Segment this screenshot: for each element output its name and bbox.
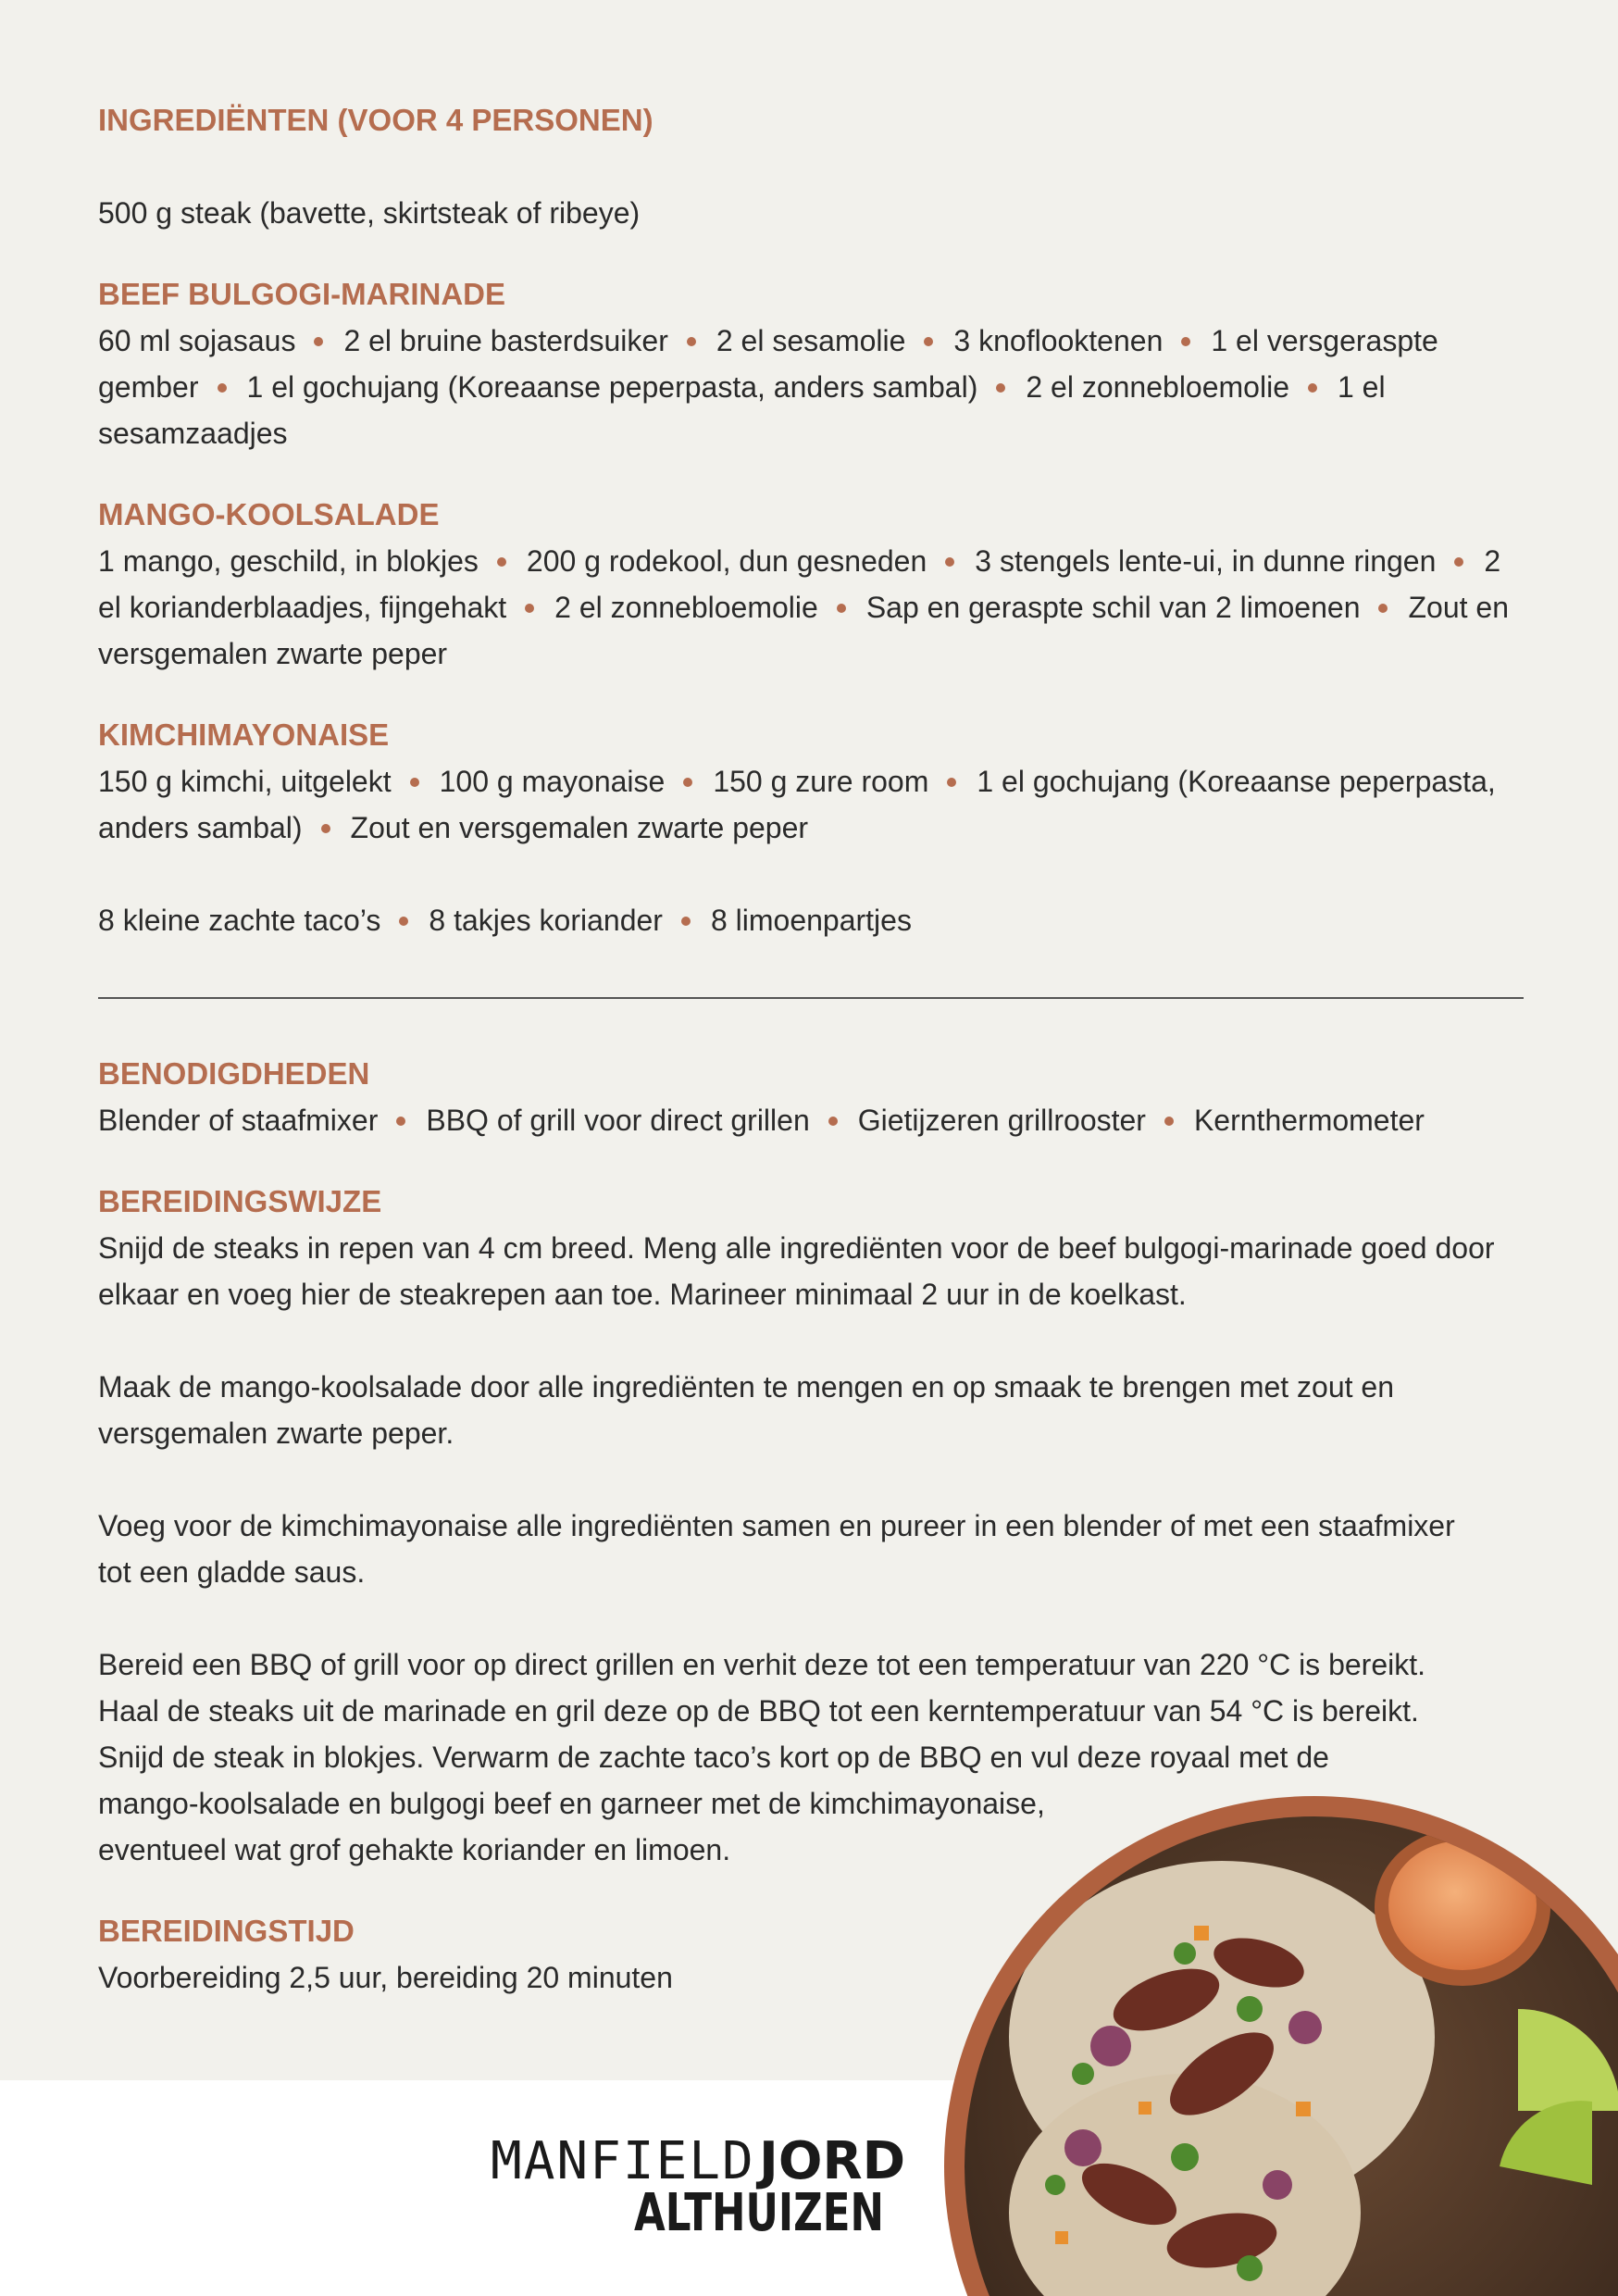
bullet	[218, 383, 227, 393]
method-line: Voeg voor de kimchimayonaise alle ingrediënten samen en pureer in een blender of met een staafmixer	[98, 1509, 1455, 1542]
bullet	[1454, 557, 1463, 567]
list-item: 100 g mayonaise	[439, 765, 666, 798]
list-item: Gietijzeren grillrooster	[857, 1104, 1146, 1137]
bullet	[1164, 1117, 1174, 1126]
list-item: 2 el sesamolie	[716, 324, 906, 357]
brand-logo	[491, 2131, 906, 2243]
recipe-content	[98, 97, 1524, 943]
bullet	[687, 337, 696, 346]
bullet	[996, 383, 1005, 393]
tools-heading: BENODIGDHEDEN	[98, 1056, 370, 1091]
logo-word-jord: JORD	[759, 2131, 906, 2191]
bullet	[1181, 337, 1190, 346]
method-line: mango-koolsalade en bulgogi beef en garneer met de kimchimayonaise,	[98, 1787, 1045, 1820]
list-item: 200 g rodekool, dun gesneden	[526, 544, 927, 578]
bullet	[945, 557, 954, 567]
list-item: 1 el gochujang (Koreaanse peperpasta, anders sambal)	[246, 370, 978, 404]
method-line: Snijd de steak in blokjes. Verwarm de zachte taco’s kort op de BBQ en vul deze royaal met de	[98, 1741, 1329, 1774]
bullet	[1308, 383, 1317, 393]
list-item: 8 kleine zachte taco’s	[98, 904, 381, 937]
list-item: 150 g kimchi, uitgelekt	[98, 765, 392, 798]
list-item: 2 el korianderblaadjes, fijngehakt	[98, 544, 1501, 624]
list-item: 1 el versgeraspte gember	[98, 324, 1438, 404]
time-heading: BEREIDINGSTIJD	[98, 1914, 355, 1948]
ingredients-heading: INGREDIËNTEN (VOOR 4 PERSONEN)	[98, 103, 653, 137]
list-item: 2 el zonnebloemolie	[554, 591, 818, 624]
salad-list	[98, 538, 1524, 677]
logo-word-althuizen: ALTHUIZEN	[634, 2183, 884, 2243]
bullet	[681, 917, 691, 926]
mayo-heading: KIMCHIMAYONAISE	[98, 718, 390, 752]
method-line: Bereid een BBQ of grill voor op direct grillen en verhit deze tot een temperatuur van 220 °C is bereikt.	[98, 1648, 1425, 1681]
bullet	[396, 1117, 405, 1126]
list-item: 1 mango, geschild, in blokjes	[98, 544, 479, 578]
list-item: Blender of staafmixer	[98, 1104, 379, 1137]
method-line: elkaar en voeg hier de steakrepen aan toe. Marineer minimaal 2 uur in de koelkast.	[98, 1278, 1187, 1311]
method-heading: BEREIDINGSWIJZE	[98, 1184, 382, 1218]
list-item: Zout en versgemalen zwarte peper	[98, 591, 1509, 670]
list-item: 8 limoenpartjes	[710, 904, 912, 937]
bullet	[947, 778, 956, 787]
method-line: Maak de mango-koolsalade door alle ingrediënten te mengen en op smaak te brengen met zout en	[98, 1370, 1395, 1404]
bullet	[525, 604, 534, 613]
method-line: versgemalen zwarte peper.	[98, 1416, 454, 1450]
marinade-heading: BEEF BULGOGI-MARINADE	[98, 277, 505, 311]
method-line: Snijd de steaks in repen van 4 cm breed. Meng alle ingrediënten voor de beef bulgogi-marinade goed door	[98, 1231, 1495, 1265]
bullet	[314, 337, 323, 346]
bullet	[683, 778, 692, 787]
logo-word-manfield: MANFIELD	[491, 2131, 755, 2191]
method-line: Haal de steaks uit de marinade en gril deze op de BBQ tot een kerntemperatuur van 54 °C is bereikt.	[98, 1694, 1419, 1728]
mayo-list	[98, 758, 1524, 851]
list-item: BBQ of grill voor direct grillen	[426, 1104, 810, 1137]
bullet	[828, 1117, 838, 1126]
bullet	[497, 557, 506, 567]
method-line: eventueel wat grof gehakte koriander en limoen.	[98, 1833, 731, 1866]
list-item: 150 g zure room	[713, 765, 929, 798]
list-item: 3 stengels lente-ui, in dunne ringen	[975, 544, 1437, 578]
list-item: 1 el sesamzaadjes	[98, 370, 1386, 450]
list-item: 2 el zonnebloemolie	[1026, 370, 1289, 404]
list-item: Zout en versgemalen zwarte peper	[350, 811, 809, 844]
serve-list	[98, 897, 1524, 943]
bullet	[1378, 604, 1388, 613]
taco-photo	[944, 1796, 1618, 2296]
list-item: 2 el bruine basterdsuiker	[343, 324, 668, 357]
section-divider	[98, 997, 1524, 999]
list-item: 1 el gochujang (Koreaanse peperpasta, anders sambal)	[98, 765, 1496, 844]
list-item: Sap en geraspte schil van 2 limoenen	[865, 591, 1361, 624]
list-item: 60 ml sojasaus	[98, 324, 296, 357]
method-line: tot een gladde saus.	[98, 1555, 366, 1589]
marinade-list	[98, 318, 1524, 456]
bullet	[837, 604, 846, 613]
list-item: Kernthermometer	[1193, 1104, 1425, 1137]
tools-list	[98, 1097, 1524, 1143]
bullet	[410, 778, 419, 787]
bullet	[399, 917, 408, 926]
steak-line: 500 g steak (bavette, skirtsteak of ribeye)	[98, 196, 641, 230]
bullet	[321, 824, 330, 833]
bullet	[924, 337, 933, 346]
list-item: 8 takjes koriander	[429, 904, 663, 937]
time-text: Voorbereiding 2,5 uur, bereiding 20 minuten	[98, 1961, 673, 1994]
list-item: 3 knoflooktenen	[953, 324, 1164, 357]
salad-heading: MANGO-KOOLSALADE	[98, 497, 440, 531]
